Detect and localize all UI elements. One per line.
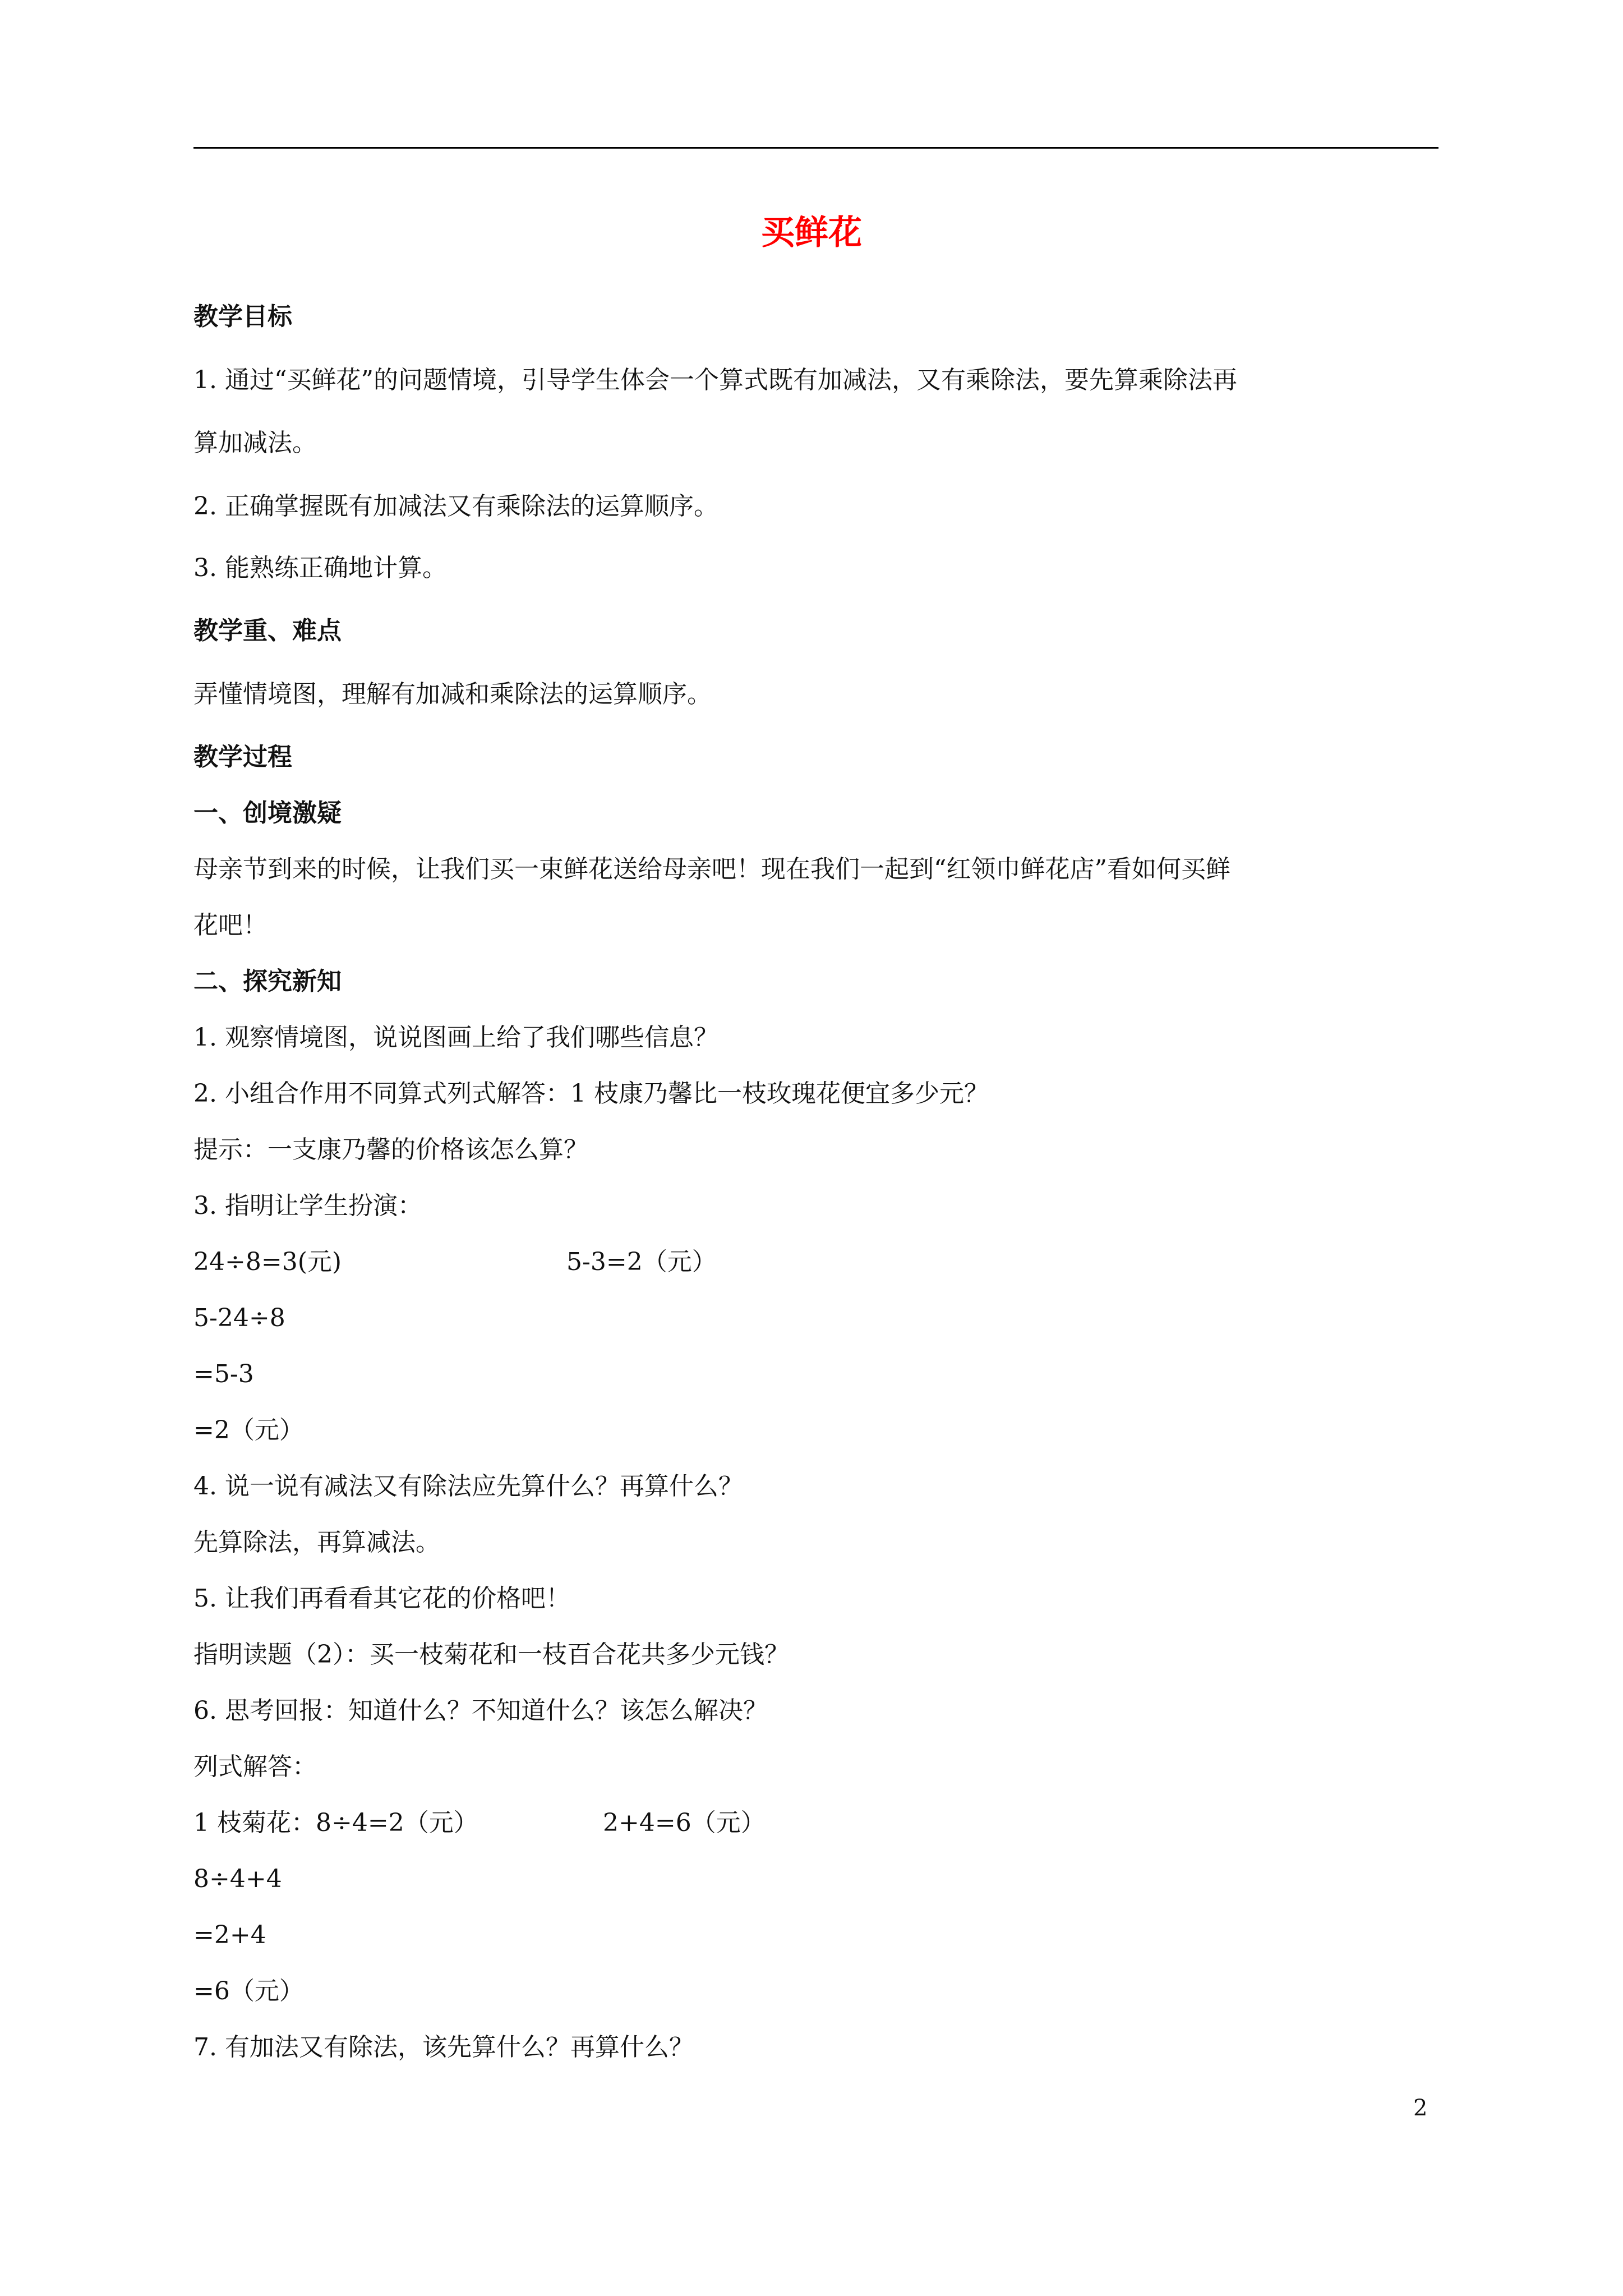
solve-label: 列式解答： [193,1752,317,1781]
calc-4: =2（元） [193,1416,304,1444]
page-number: 2 [1413,2095,1428,2121]
step-3: 3. 指明让学生扮演： [193,1191,422,1220]
calc-6: 8÷4+4 [193,1865,282,1893]
step-7: 7. 有加法又有除法，该先算什么？再算什么？ [193,2033,694,2062]
hint: 提示：一支康乃馨的价格该怎么算？ [193,1135,588,1164]
document-title: 买鲜花 [761,213,862,252]
heading-key-points: 教学重、难点 [193,616,342,645]
key-points-text: 弄懂情境图，理解有加减和乘除法的运算顺序。 [193,680,712,708]
step-2: 2. 小组合作用不同算式列式解答：1 枝康乃馨比一枝玫瑰花便宜多少元？ [193,1079,989,1108]
calc-2: 5-24÷8 [193,1304,285,1332]
step-1: 1. 观察情境图，说说图画上给了我们哪些信息？ [193,1023,718,1052]
heading-section-1: 一、创境激疑 [193,799,342,827]
heading-section-2: 二、探究新知 [193,967,342,996]
calc-3: =5-3 [193,1360,254,1388]
goal-3: 3. 能熟练正确地计算。 [193,554,447,582]
heading-teaching-process: 教学过程 [193,743,292,771]
calc-7: =2+4 [193,1921,266,1949]
step-5: 5. 让我们再看看其它花的价格吧！ [193,1584,570,1613]
header-rule [193,147,1438,149]
answer-4: 先算除法，再算减法。 [193,1528,440,1557]
goal-1-line-1: 1. 通过“买鲜花”的问题情境，引导学生体会一个算式既有加减法，又有乘除法，要先算乘除法再 [193,366,1237,394]
goal-2: 2. 正确掌握既有加减法又有乘除法的运算顺序。 [193,492,718,521]
section-1-line-1: 母亲节到来的时候，让我们买一束鲜花送给母亲吧！现在我们一起到“红领巾鲜花店”看如何买鲜 [193,855,1230,884]
section-1-line-2: 花吧！ [193,911,268,940]
calc-5-right: 2+4=6（元） [603,1809,766,1837]
calc-1-left: 24÷8=3(元) [193,1248,342,1276]
goal-1-line-2: 算加减法。 [193,429,317,457]
heading-teaching-goals: 教学目标 [193,302,292,331]
step-6: 6. 思考回报：知道什么？不知道什么？该怎么解决？ [193,1696,768,1725]
question-2: 指明读题（2）：买一枝菊花和一枝百合花共多少元钱？ [193,1640,789,1669]
calc-5-left: 1 枝菊花：8÷4=2（元） [193,1809,478,1837]
step-4: 4. 说一说有减法又有除法应先算什么？再算什么？ [193,1472,743,1501]
calc-8: =6（元） [193,1977,304,2005]
calc-1-right: 5-3=2（元） [566,1248,717,1276]
